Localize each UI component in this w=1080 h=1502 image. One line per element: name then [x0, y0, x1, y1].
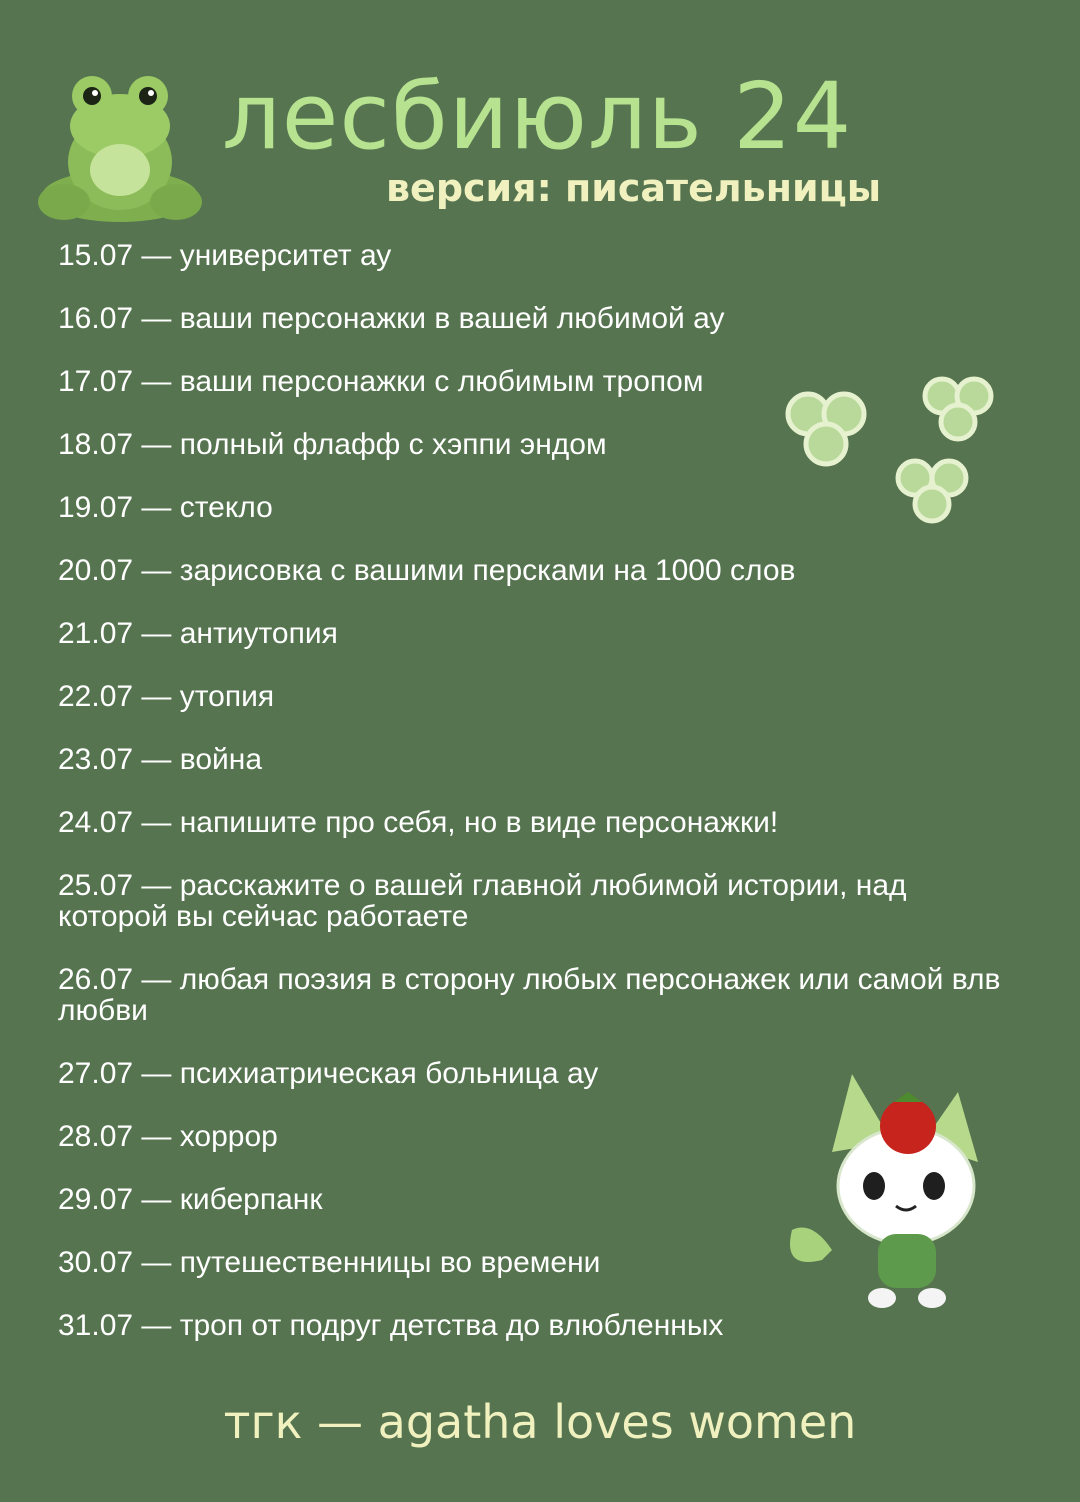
- list-item: 16.07 — ваши персонажки в вашей любимой ау: [58, 302, 725, 335]
- list-item: 21.07 — антиутопия: [58, 617, 338, 650]
- list-item: 19.07 — стекло: [58, 491, 273, 524]
- list-item: 20.07 — зарисовка с вашими персками на 1000 слов: [58, 554, 796, 587]
- page-subtitle: версия: писательницы: [386, 166, 882, 210]
- list-item: 28.07 — хоррор: [58, 1120, 278, 1153]
- list-item: 18.07 — полный флафф с хэппи эндом: [58, 428, 607, 461]
- list-item: 29.07 — киберпанк: [58, 1183, 323, 1216]
- list-item: 22.07 — утопия: [58, 680, 275, 713]
- list-item: 17.07 — ваши персонажки с любимым тропом: [58, 365, 704, 398]
- page-title: лесбиюль 24: [222, 63, 853, 170]
- list-item: 15.07 — университет ау: [58, 239, 392, 272]
- list-item: 25.07 — расскажите о вашей главной любимой истории, над которой вы сейчас работаете: [58, 869, 907, 933]
- list-item: 27.07 — психиатрическая больница ау: [58, 1057, 599, 1090]
- prompt-list: [58, 240, 1018, 1373]
- list-item: 26.07 — любая поэзия в сторону любых персонажек или самой влв любви: [58, 963, 1001, 1027]
- list-item: 23.07 — война: [58, 743, 263, 776]
- list-item: 30.07 — путешественницы во времени: [58, 1246, 601, 1279]
- footer-credit: тгк — agatha loves women: [223, 1395, 857, 1449]
- list-item: 31.07 — троп от подруг детства до влюбленных: [58, 1309, 724, 1342]
- list-item: 24.07 — напишите про себя, но в виде персонажки!: [58, 806, 779, 839]
- frog-plush-icon: [36, 74, 204, 224]
